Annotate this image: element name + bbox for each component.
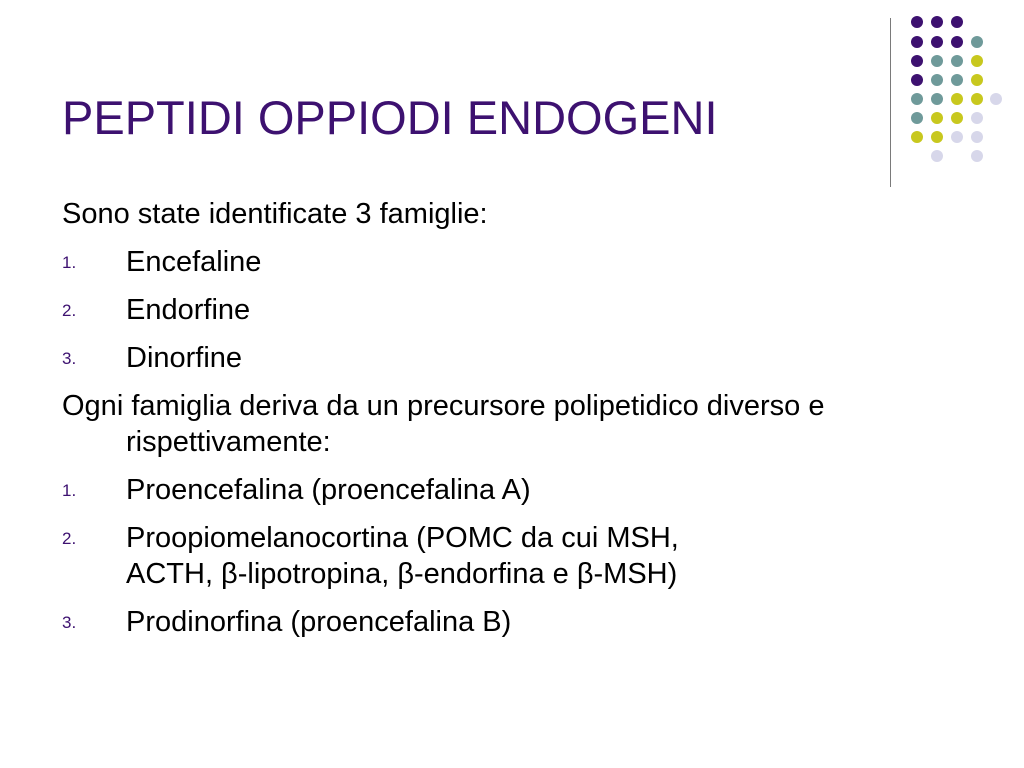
precursor-paragraph: Ogni famiglia deriva da un precursore polipetidico diverso e rispettivamente: bbox=[62, 390, 825, 458]
decor-dot bbox=[971, 55, 983, 67]
precursor-text-line-1: Proopiomelanocortina (POMC da cui MSH, bbox=[126, 522, 679, 554]
decor-dot bbox=[990, 93, 1002, 105]
family-text: Endorfine bbox=[126, 294, 251, 326]
decor-dot bbox=[931, 93, 943, 105]
family-item-2 bbox=[62, 292, 962, 328]
family-text: Encefaline bbox=[126, 246, 262, 278]
precursor-text-line-2: ACTH, β-lipotropina, β-endorfina e β-MSH) bbox=[126, 558, 678, 590]
decor-dot bbox=[951, 16, 963, 28]
decor-dot bbox=[951, 131, 963, 143]
precursor-item-3 bbox=[62, 604, 962, 640]
list-number: 1. bbox=[62, 253, 77, 272]
decor-dot bbox=[951, 112, 963, 124]
list-number: 3. bbox=[62, 349, 77, 368]
list-number: 2. bbox=[62, 529, 77, 548]
precursor-text: Prodinorfina (proencefalina B) bbox=[126, 606, 512, 638]
decor-dot bbox=[971, 150, 983, 162]
decor-dot bbox=[911, 93, 923, 105]
precursor-item-2 bbox=[62, 520, 962, 592]
decor-dot bbox=[931, 150, 943, 162]
family-item-3 bbox=[62, 340, 962, 376]
decor-dot bbox=[931, 55, 943, 67]
title-divider-line bbox=[890, 18, 891, 187]
decor-dot bbox=[911, 16, 923, 28]
slide-title: PEPTIDI OPPIODI ENDOGENI bbox=[62, 91, 718, 144]
decor-dot bbox=[971, 112, 983, 124]
list-number: 1. bbox=[62, 481, 77, 500]
decor-dot bbox=[911, 131, 923, 143]
slide-body bbox=[62, 196, 962, 652]
decor-dot bbox=[971, 74, 983, 86]
decor-dot bbox=[931, 36, 943, 48]
decor-dot bbox=[951, 55, 963, 67]
decor-dot bbox=[911, 74, 923, 86]
decor-dot bbox=[951, 74, 963, 86]
intro-paragraph: Sono state identificate 3 famiglie: bbox=[62, 198, 488, 230]
list-number: 2. bbox=[62, 301, 77, 320]
decor-dot bbox=[931, 16, 943, 28]
precursor-text: Proencefalina (proencefalina A) bbox=[126, 474, 531, 506]
list-number: 3. bbox=[62, 613, 77, 632]
decor-dot bbox=[931, 112, 943, 124]
precursor-item-1 bbox=[62, 472, 962, 508]
decor-dot bbox=[911, 55, 923, 67]
decor-dot bbox=[951, 36, 963, 48]
decor-dot bbox=[911, 36, 923, 48]
decor-dot bbox=[971, 36, 983, 48]
decor-dot bbox=[931, 74, 943, 86]
decor-dot bbox=[931, 131, 943, 143]
family-item-1 bbox=[62, 244, 962, 280]
decor-dot bbox=[971, 131, 983, 143]
family-text: Dinorfine bbox=[126, 342, 243, 374]
decor-dot bbox=[911, 112, 923, 124]
decor-dot bbox=[951, 93, 963, 105]
decor-dot bbox=[971, 93, 983, 105]
